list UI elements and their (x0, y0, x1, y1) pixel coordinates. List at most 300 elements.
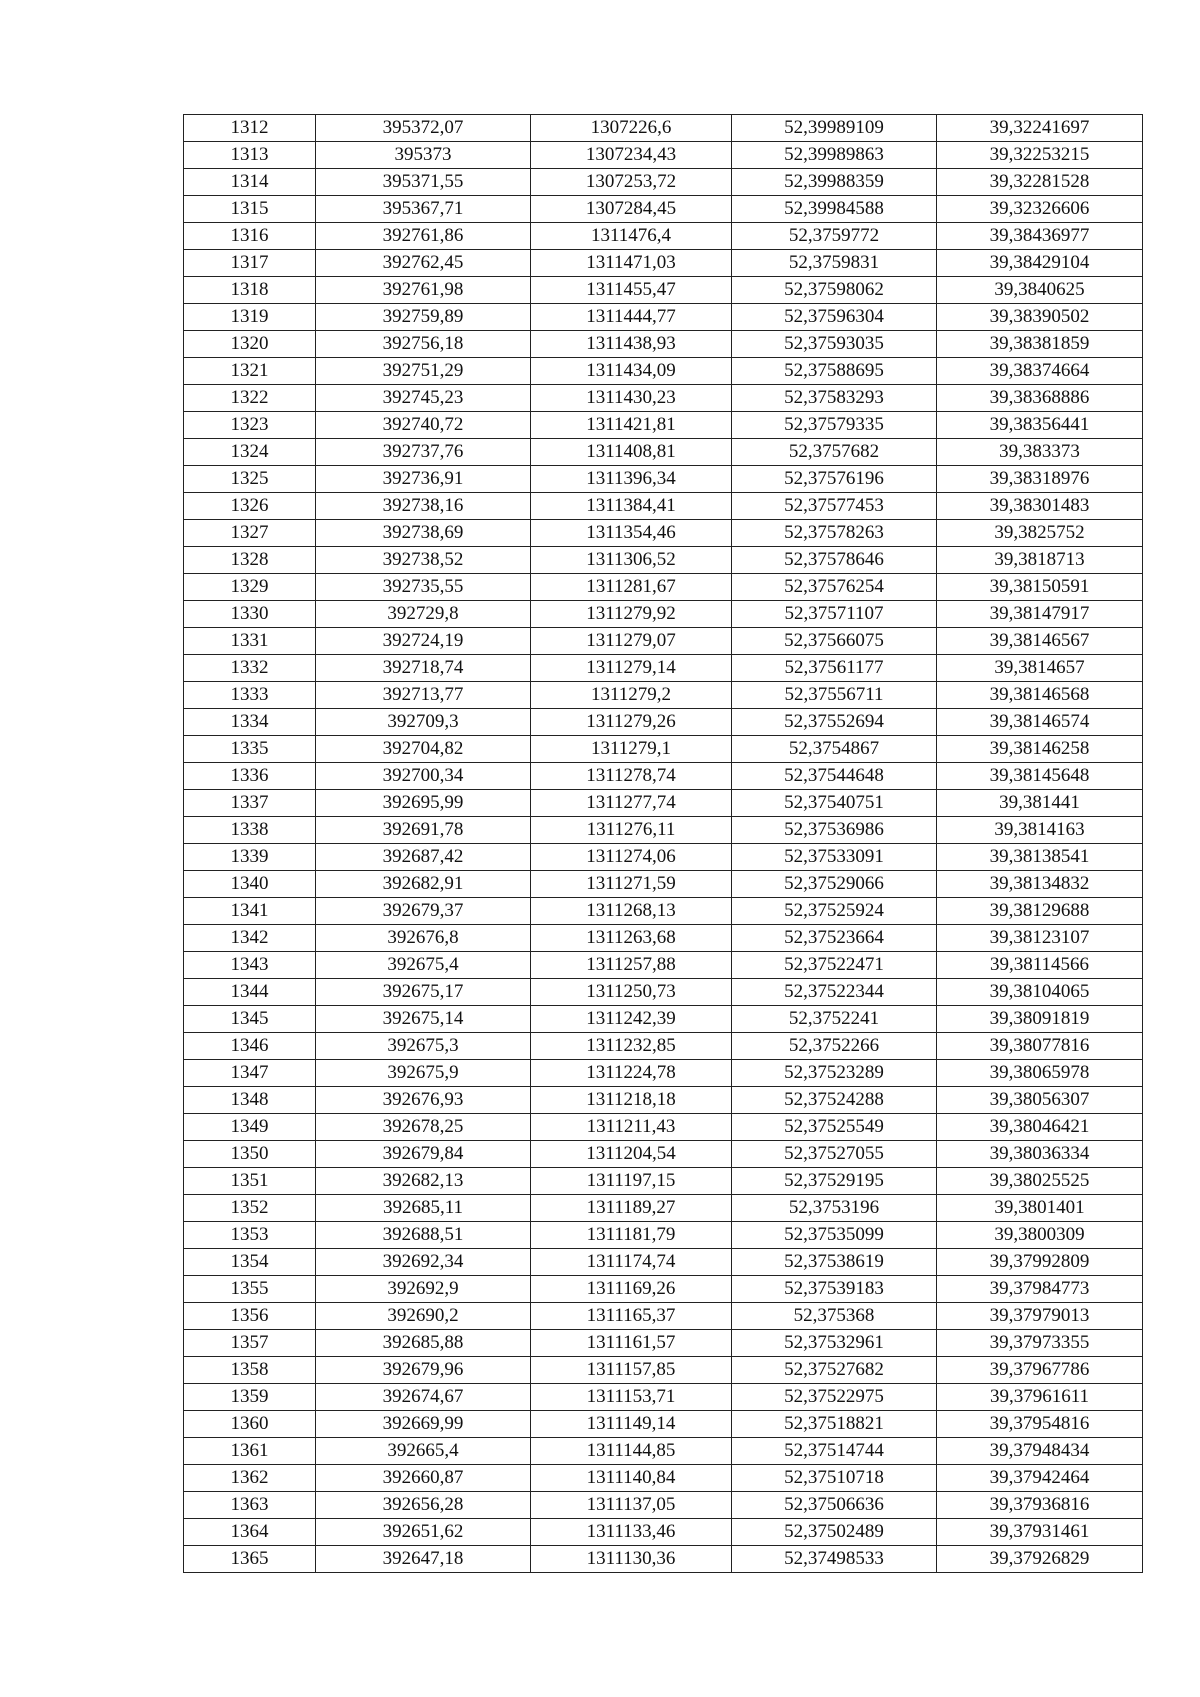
coordinates-table (183, 114, 1143, 1573)
latitude-cell: 52,3757682 (732, 439, 937, 466)
point-number-cell: 1345 (184, 1006, 316, 1033)
latitude-cell: 52,37523289 (732, 1060, 937, 1087)
y-coordinate-cell: 1311157,85 (531, 1357, 732, 1384)
latitude-cell: 52,37579335 (732, 412, 937, 439)
table-row (184, 1465, 1143, 1492)
x-coordinate-cell: 392679,96 (316, 1357, 531, 1384)
x-coordinate-cell: 392679,37 (316, 898, 531, 925)
table-row (184, 844, 1143, 871)
point-number-cell: 1361 (184, 1438, 316, 1465)
x-coordinate-cell: 392687,42 (316, 844, 531, 871)
longitude-cell: 39,32326606 (937, 196, 1143, 223)
latitude-cell: 52,37532961 (732, 1330, 937, 1357)
longitude-cell: 39,37931461 (937, 1519, 1143, 1546)
x-coordinate-cell: 392675,3 (316, 1033, 531, 1060)
latitude-cell: 52,37588695 (732, 358, 937, 385)
x-coordinate-cell: 392685,88 (316, 1330, 531, 1357)
point-number-cell: 1352 (184, 1195, 316, 1222)
y-coordinate-cell: 1311189,27 (531, 1195, 732, 1222)
table-row (184, 1411, 1143, 1438)
table-row (184, 304, 1143, 331)
point-number-cell: 1354 (184, 1249, 316, 1276)
longitude-cell: 39,38056307 (937, 1087, 1143, 1114)
longitude-cell: 39,3818713 (937, 547, 1143, 574)
longitude-cell: 39,38368886 (937, 385, 1143, 412)
coordinates-table-body (184, 115, 1143, 1573)
longitude-cell: 39,38025525 (937, 1168, 1143, 1195)
x-coordinate-cell: 392751,29 (316, 358, 531, 385)
point-number-cell: 1351 (184, 1168, 316, 1195)
table-row (184, 547, 1143, 574)
table-row (184, 1276, 1143, 1303)
latitude-cell: 52,37576254 (732, 574, 937, 601)
longitude-cell: 39,37973355 (937, 1330, 1143, 1357)
y-coordinate-cell: 1307226,6 (531, 115, 732, 142)
longitude-cell: 39,38150591 (937, 574, 1143, 601)
point-number-cell: 1347 (184, 1060, 316, 1087)
point-number-cell: 1365 (184, 1546, 316, 1573)
x-coordinate-cell: 392660,87 (316, 1465, 531, 1492)
point-number-cell: 1314 (184, 169, 316, 196)
table-row (184, 1114, 1143, 1141)
point-number-cell: 1364 (184, 1519, 316, 1546)
latitude-cell: 52,37593035 (732, 331, 937, 358)
point-number-cell: 1353 (184, 1222, 316, 1249)
point-number-cell: 1342 (184, 925, 316, 952)
y-coordinate-cell: 1311257,88 (531, 952, 732, 979)
point-number-cell: 1318 (184, 277, 316, 304)
x-coordinate-cell: 392665,4 (316, 1438, 531, 1465)
y-coordinate-cell: 1311268,13 (531, 898, 732, 925)
y-coordinate-cell: 1311218,18 (531, 1087, 732, 1114)
longitude-cell: 39,3814657 (937, 655, 1143, 682)
y-coordinate-cell: 1311153,71 (531, 1384, 732, 1411)
table-row (184, 1033, 1143, 1060)
x-coordinate-cell: 392724,19 (316, 628, 531, 655)
x-coordinate-cell: 392676,8 (316, 925, 531, 952)
table-row (184, 115, 1143, 142)
point-number-cell: 1333 (184, 682, 316, 709)
latitude-cell: 52,3753196 (732, 1195, 937, 1222)
longitude-cell: 39,37961611 (937, 1384, 1143, 1411)
longitude-cell: 39,383373 (937, 439, 1143, 466)
x-coordinate-cell: 392675,9 (316, 1060, 531, 1087)
table-row (184, 709, 1143, 736)
x-coordinate-cell: 392675,4 (316, 952, 531, 979)
latitude-cell: 52,37578263 (732, 520, 937, 547)
longitude-cell: 39,3825752 (937, 520, 1143, 547)
latitude-cell: 52,37522344 (732, 979, 937, 1006)
point-number-cell: 1327 (184, 520, 316, 547)
x-coordinate-cell: 395373 (316, 142, 531, 169)
y-coordinate-cell: 1307253,72 (531, 169, 732, 196)
x-coordinate-cell: 392656,28 (316, 1492, 531, 1519)
latitude-cell: 52,39988359 (732, 169, 937, 196)
point-number-cell: 1330 (184, 601, 316, 628)
table-row (184, 1546, 1143, 1573)
table-row (184, 250, 1143, 277)
latitude-cell: 52,39984588 (732, 196, 937, 223)
point-number-cell: 1334 (184, 709, 316, 736)
x-coordinate-cell: 392688,51 (316, 1222, 531, 1249)
table-row (184, 1060, 1143, 1087)
longitude-cell: 39,37936816 (937, 1492, 1143, 1519)
y-coordinate-cell: 1311224,78 (531, 1060, 732, 1087)
latitude-cell: 52,37498533 (732, 1546, 937, 1573)
y-coordinate-cell: 1311242,39 (531, 1006, 732, 1033)
latitude-cell: 52,37539183 (732, 1276, 937, 1303)
table-row (184, 1087, 1143, 1114)
y-coordinate-cell: 1311279,1 (531, 736, 732, 763)
table-row (184, 871, 1143, 898)
table-row (184, 1249, 1143, 1276)
latitude-cell: 52,37525549 (732, 1114, 937, 1141)
table-row (184, 1492, 1143, 1519)
point-number-cell: 1316 (184, 223, 316, 250)
latitude-cell: 52,37536986 (732, 817, 937, 844)
latitude-cell: 52,37518821 (732, 1411, 937, 1438)
y-coordinate-cell: 1311204,54 (531, 1141, 732, 1168)
longitude-cell: 39,38134832 (937, 871, 1143, 898)
longitude-cell: 39,38146574 (937, 709, 1143, 736)
latitude-cell: 52,3752241 (732, 1006, 937, 1033)
point-number-cell: 1344 (184, 979, 316, 1006)
y-coordinate-cell: 1311396,34 (531, 466, 732, 493)
x-coordinate-cell: 392682,91 (316, 871, 531, 898)
table-row (184, 736, 1143, 763)
x-coordinate-cell: 395371,55 (316, 169, 531, 196)
table-row (184, 790, 1143, 817)
longitude-cell: 39,38436977 (937, 223, 1143, 250)
longitude-cell: 39,3814163 (937, 817, 1143, 844)
x-coordinate-cell: 392745,23 (316, 385, 531, 412)
latitude-cell: 52,37552694 (732, 709, 937, 736)
latitude-cell: 52,39989863 (732, 142, 937, 169)
y-coordinate-cell: 1311197,15 (531, 1168, 732, 1195)
latitude-cell: 52,3752266 (732, 1033, 937, 1060)
y-coordinate-cell: 1311276,11 (531, 817, 732, 844)
table-row (184, 817, 1143, 844)
longitude-cell: 39,38123107 (937, 925, 1143, 952)
point-number-cell: 1320 (184, 331, 316, 358)
point-number-cell: 1337 (184, 790, 316, 817)
point-number-cell: 1340 (184, 871, 316, 898)
longitude-cell: 39,38036334 (937, 1141, 1143, 1168)
y-coordinate-cell: 1311354,46 (531, 520, 732, 547)
y-coordinate-cell: 1311279,26 (531, 709, 732, 736)
y-coordinate-cell: 1311130,36 (531, 1546, 732, 1573)
longitude-cell: 39,37984773 (937, 1276, 1143, 1303)
y-coordinate-cell: 1311279,2 (531, 682, 732, 709)
longitude-cell: 39,38301483 (937, 493, 1143, 520)
y-coordinate-cell: 1311169,26 (531, 1276, 732, 1303)
x-coordinate-cell: 392674,67 (316, 1384, 531, 1411)
table-row (184, 1519, 1143, 1546)
table-row (184, 223, 1143, 250)
latitude-cell: 52,37583293 (732, 385, 937, 412)
x-coordinate-cell: 392736,91 (316, 466, 531, 493)
table-row (184, 1141, 1143, 1168)
point-number-cell: 1350 (184, 1141, 316, 1168)
longitude-cell: 39,37942464 (937, 1465, 1143, 1492)
point-number-cell: 1322 (184, 385, 316, 412)
longitude-cell: 39,38374664 (937, 358, 1143, 385)
longitude-cell: 39,38138541 (937, 844, 1143, 871)
longitude-cell: 39,3800309 (937, 1222, 1143, 1249)
longitude-cell: 39,38114566 (937, 952, 1143, 979)
x-coordinate-cell: 392761,98 (316, 277, 531, 304)
x-coordinate-cell: 392759,89 (316, 304, 531, 331)
y-coordinate-cell: 1311281,67 (531, 574, 732, 601)
latitude-cell: 52,37529195 (732, 1168, 937, 1195)
y-coordinate-cell: 1311384,41 (531, 493, 732, 520)
x-coordinate-cell: 392738,69 (316, 520, 531, 547)
x-coordinate-cell: 392762,45 (316, 250, 531, 277)
latitude-cell: 52,37577453 (732, 493, 937, 520)
latitude-cell: 52,37571107 (732, 601, 937, 628)
x-coordinate-cell: 392737,76 (316, 439, 531, 466)
longitude-cell: 39,37967786 (937, 1357, 1143, 1384)
x-coordinate-cell: 395367,71 (316, 196, 531, 223)
table-row (184, 601, 1143, 628)
point-number-cell: 1332 (184, 655, 316, 682)
y-coordinate-cell: 1311161,57 (531, 1330, 732, 1357)
y-coordinate-cell: 1311149,14 (531, 1411, 732, 1438)
longitude-cell: 39,38046421 (937, 1114, 1143, 1141)
x-coordinate-cell: 392690,2 (316, 1303, 531, 1330)
longitude-cell: 39,38356441 (937, 412, 1143, 439)
point-number-cell: 1359 (184, 1384, 316, 1411)
table-row (184, 763, 1143, 790)
x-coordinate-cell: 392695,99 (316, 790, 531, 817)
latitude-cell: 52,37502489 (732, 1519, 937, 1546)
x-coordinate-cell: 392738,16 (316, 493, 531, 520)
longitude-cell: 39,38146568 (937, 682, 1143, 709)
table-row (184, 1006, 1143, 1033)
y-coordinate-cell: 1311277,74 (531, 790, 732, 817)
latitude-cell: 52,37544648 (732, 763, 937, 790)
latitude-cell: 52,37538619 (732, 1249, 937, 1276)
latitude-cell: 52,3759831 (732, 250, 937, 277)
latitude-cell: 52,37529066 (732, 871, 937, 898)
y-coordinate-cell: 1311140,84 (531, 1465, 732, 1492)
x-coordinate-cell: 392647,18 (316, 1546, 531, 1573)
point-number-cell: 1323 (184, 412, 316, 439)
x-coordinate-cell: 392669,99 (316, 1411, 531, 1438)
x-coordinate-cell: 392713,77 (316, 682, 531, 709)
table-row (184, 169, 1143, 196)
table-row (184, 331, 1143, 358)
latitude-cell: 52,3759772 (732, 223, 937, 250)
longitude-cell: 39,38145648 (937, 763, 1143, 790)
table-row (184, 1195, 1143, 1222)
point-number-cell: 1331 (184, 628, 316, 655)
y-coordinate-cell: 1307234,43 (531, 142, 732, 169)
x-coordinate-cell: 392761,86 (316, 223, 531, 250)
latitude-cell: 52,37525924 (732, 898, 937, 925)
table-row (184, 1303, 1143, 1330)
x-coordinate-cell: 392738,52 (316, 547, 531, 574)
longitude-cell: 39,37954816 (937, 1411, 1143, 1438)
point-number-cell: 1313 (184, 142, 316, 169)
point-number-cell: 1312 (184, 115, 316, 142)
longitude-cell: 39,37979013 (937, 1303, 1143, 1330)
longitude-cell: 39,38065978 (937, 1060, 1143, 1087)
latitude-cell: 52,37540751 (732, 790, 937, 817)
x-coordinate-cell: 392678,25 (316, 1114, 531, 1141)
latitude-cell: 52,37596304 (732, 304, 937, 331)
x-coordinate-cell: 392700,34 (316, 763, 531, 790)
x-coordinate-cell: 395372,07 (316, 115, 531, 142)
table-row (184, 979, 1143, 1006)
point-number-cell: 1325 (184, 466, 316, 493)
y-coordinate-cell: 1311263,68 (531, 925, 732, 952)
y-coordinate-cell: 1311434,09 (531, 358, 732, 385)
y-coordinate-cell: 1311144,85 (531, 1438, 732, 1465)
table-row (184, 628, 1143, 655)
x-coordinate-cell: 392679,84 (316, 1141, 531, 1168)
table-row (184, 952, 1143, 979)
point-number-cell: 1348 (184, 1087, 316, 1114)
longitude-cell: 39,37948434 (937, 1438, 1143, 1465)
y-coordinate-cell: 1311279,14 (531, 655, 732, 682)
point-number-cell: 1363 (184, 1492, 316, 1519)
table-row (184, 466, 1143, 493)
latitude-cell: 52,3754867 (732, 736, 937, 763)
x-coordinate-cell: 392692,9 (316, 1276, 531, 1303)
latitude-cell: 52,37510718 (732, 1465, 937, 1492)
longitude-cell: 39,37992809 (937, 1249, 1143, 1276)
point-number-cell: 1317 (184, 250, 316, 277)
y-coordinate-cell: 1311211,43 (531, 1114, 732, 1141)
y-coordinate-cell: 1311271,59 (531, 871, 732, 898)
y-coordinate-cell: 1311408,81 (531, 439, 732, 466)
table-row (184, 1357, 1143, 1384)
latitude-cell: 52,37524288 (732, 1087, 937, 1114)
longitude-cell: 39,38381859 (937, 331, 1143, 358)
x-coordinate-cell: 392675,14 (316, 1006, 531, 1033)
table-row (184, 385, 1143, 412)
x-coordinate-cell: 392692,34 (316, 1249, 531, 1276)
latitude-cell: 52,37522471 (732, 952, 937, 979)
table-row (184, 898, 1143, 925)
point-number-cell: 1357 (184, 1330, 316, 1357)
table-row (184, 1168, 1143, 1195)
latitude-cell: 52,37535099 (732, 1222, 937, 1249)
point-number-cell: 1346 (184, 1033, 316, 1060)
point-number-cell: 1329 (184, 574, 316, 601)
y-coordinate-cell: 1311306,52 (531, 547, 732, 574)
point-number-cell: 1356 (184, 1303, 316, 1330)
y-coordinate-cell: 1311137,05 (531, 1492, 732, 1519)
x-coordinate-cell: 392740,72 (316, 412, 531, 439)
longitude-cell: 39,32241697 (937, 115, 1143, 142)
point-number-cell: 1358 (184, 1357, 316, 1384)
point-number-cell: 1326 (184, 493, 316, 520)
x-coordinate-cell: 392682,13 (316, 1168, 531, 1195)
table-row (184, 196, 1143, 223)
latitude-cell: 52,37561177 (732, 655, 937, 682)
y-coordinate-cell: 1311471,03 (531, 250, 732, 277)
point-number-cell: 1343 (184, 952, 316, 979)
point-number-cell: 1319 (184, 304, 316, 331)
longitude-cell: 39,3801401 (937, 1195, 1143, 1222)
x-coordinate-cell: 392651,62 (316, 1519, 531, 1546)
longitude-cell: 39,38129688 (937, 898, 1143, 925)
x-coordinate-cell: 392676,93 (316, 1087, 531, 1114)
longitude-cell: 39,37926829 (937, 1546, 1143, 1573)
latitude-cell: 52,37522975 (732, 1384, 937, 1411)
table-row (184, 412, 1143, 439)
y-coordinate-cell: 1311438,93 (531, 331, 732, 358)
y-coordinate-cell: 1311165,37 (531, 1303, 732, 1330)
table-row (184, 655, 1143, 682)
x-coordinate-cell: 392735,55 (316, 574, 531, 601)
latitude-cell: 52,37527682 (732, 1357, 937, 1384)
x-coordinate-cell: 392675,17 (316, 979, 531, 1006)
y-coordinate-cell: 1311274,06 (531, 844, 732, 871)
y-coordinate-cell: 1311455,47 (531, 277, 732, 304)
table-row (184, 574, 1143, 601)
longitude-cell: 39,38318976 (937, 466, 1143, 493)
longitude-cell: 39,38077816 (937, 1033, 1143, 1060)
latitude-cell: 52,39989109 (732, 115, 937, 142)
table-row (184, 1438, 1143, 1465)
point-number-cell: 1315 (184, 196, 316, 223)
y-coordinate-cell: 1311476,4 (531, 223, 732, 250)
longitude-cell: 39,38146567 (937, 628, 1143, 655)
longitude-cell: 39,32281528 (937, 169, 1143, 196)
latitude-cell: 52,375368 (732, 1303, 937, 1330)
latitude-cell: 52,37523664 (732, 925, 937, 952)
longitude-cell: 39,32253215 (937, 142, 1143, 169)
point-number-cell: 1321 (184, 358, 316, 385)
table-row (184, 925, 1143, 952)
y-coordinate-cell: 1311250,73 (531, 979, 732, 1006)
longitude-cell: 39,38104065 (937, 979, 1143, 1006)
longitude-cell: 39,38390502 (937, 304, 1143, 331)
point-number-cell: 1338 (184, 817, 316, 844)
point-number-cell: 1336 (184, 763, 316, 790)
latitude-cell: 52,37533091 (732, 844, 937, 871)
table-row (184, 520, 1143, 547)
table-row (184, 1384, 1143, 1411)
y-coordinate-cell: 1311174,74 (531, 1249, 732, 1276)
x-coordinate-cell: 392729,8 (316, 601, 531, 628)
table-row (184, 142, 1143, 169)
table-row (184, 1222, 1143, 1249)
x-coordinate-cell: 392718,74 (316, 655, 531, 682)
latitude-cell: 52,37556711 (732, 682, 937, 709)
x-coordinate-cell: 392704,82 (316, 736, 531, 763)
longitude-cell: 39,38091819 (937, 1006, 1143, 1033)
table-row (184, 493, 1143, 520)
y-coordinate-cell: 1311279,07 (531, 628, 732, 655)
y-coordinate-cell: 1307284,45 (531, 196, 732, 223)
y-coordinate-cell: 1311430,23 (531, 385, 732, 412)
y-coordinate-cell: 1311232,85 (531, 1033, 732, 1060)
x-coordinate-cell: 392756,18 (316, 331, 531, 358)
point-number-cell: 1341 (184, 898, 316, 925)
latitude-cell: 52,37506636 (732, 1492, 937, 1519)
point-number-cell: 1328 (184, 547, 316, 574)
y-coordinate-cell: 1311278,74 (531, 763, 732, 790)
table-row (184, 682, 1143, 709)
latitude-cell: 52,37566075 (732, 628, 937, 655)
latitude-cell: 52,37576196 (732, 466, 937, 493)
point-number-cell: 1362 (184, 1465, 316, 1492)
y-coordinate-cell: 1311279,92 (531, 601, 732, 628)
